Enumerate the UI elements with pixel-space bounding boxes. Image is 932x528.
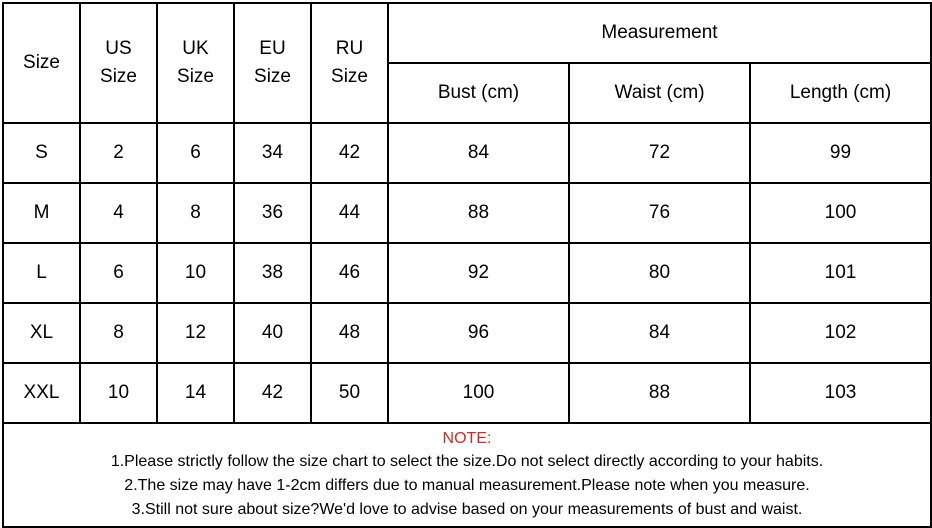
note-line-2: 2.The size may have 1-2cm differs due to manual measurement.Please note when you measure. xyxy=(124,477,810,494)
cell-length: 100 xyxy=(750,183,931,243)
cell-bust: 84 xyxy=(388,123,569,183)
cell-bust: 88 xyxy=(388,183,569,243)
cell-eu: 36 xyxy=(234,183,311,243)
cell-uk: 10 xyxy=(157,243,234,303)
table-row xyxy=(3,183,931,243)
header-bust: Bust (cm) xyxy=(388,63,569,123)
size-chart xyxy=(2,2,930,522)
cell-length: 99 xyxy=(750,123,931,183)
cell-length: 101 xyxy=(750,243,931,303)
cell-ru: 50 xyxy=(311,363,388,423)
cell-waist: 80 xyxy=(569,243,750,303)
cell-us: 8 xyxy=(80,303,157,363)
table-row xyxy=(3,363,931,423)
cell-length: 103 xyxy=(750,363,931,423)
note-line-1: 1.Please strictly follow the size chart to select the size.Do not select directly according to your habits. xyxy=(110,453,824,470)
cell-uk: 12 xyxy=(157,303,234,363)
cell-bust: 96 xyxy=(388,303,569,363)
header-length: Length (cm) xyxy=(750,63,931,123)
header-waist: Waist (cm) xyxy=(569,63,750,123)
note-row xyxy=(3,423,931,527)
cell-ru: 44 xyxy=(311,183,388,243)
table-row xyxy=(3,243,931,303)
table-row xyxy=(3,123,931,183)
header-row xyxy=(3,3,931,63)
cell-size: L xyxy=(3,243,80,303)
cell-waist: 84 xyxy=(569,303,750,363)
cell-eu: 34 xyxy=(234,123,311,183)
cell-us: 4 xyxy=(80,183,157,243)
cell-eu: 38 xyxy=(234,243,311,303)
header-uk-size: UK Size xyxy=(157,3,234,123)
header-eu-size: EU Size xyxy=(234,3,311,123)
header-measurement: Measurement xyxy=(388,3,931,63)
cell-ru: 46 xyxy=(311,243,388,303)
cell-size: XL xyxy=(3,303,80,363)
cell-us: 10 xyxy=(80,363,157,423)
cell-size: S xyxy=(3,123,80,183)
table-row xyxy=(3,303,931,363)
header-ru-size: RU Size xyxy=(311,3,388,123)
cell-waist: 76 xyxy=(569,183,750,243)
note-title: NOTE: xyxy=(442,430,492,447)
size-table xyxy=(2,2,932,528)
cell-bust: 92 xyxy=(388,243,569,303)
cell-waist: 88 xyxy=(569,363,750,423)
cell-us: 6 xyxy=(80,243,157,303)
cell-ru: 42 xyxy=(311,123,388,183)
cell-eu: 40 xyxy=(234,303,311,363)
cell-uk: 14 xyxy=(157,363,234,423)
note-line-3: 3.Still not sure about size?We'd love to advise based on your measurements of bust and waist. xyxy=(131,501,803,518)
cell-waist: 72 xyxy=(569,123,750,183)
cell-uk: 8 xyxy=(157,183,234,243)
cell-size: XXL xyxy=(3,363,80,423)
header-us-size: US Size xyxy=(80,3,157,123)
cell-ru: 48 xyxy=(311,303,388,363)
cell-us: 2 xyxy=(80,123,157,183)
cell-size: M xyxy=(3,183,80,243)
header-size: Size xyxy=(3,3,80,123)
cell-bust: 100 xyxy=(388,363,569,423)
note-box xyxy=(3,423,931,527)
cell-eu: 42 xyxy=(234,363,311,423)
cell-length: 102 xyxy=(750,303,931,363)
cell-uk: 6 xyxy=(157,123,234,183)
